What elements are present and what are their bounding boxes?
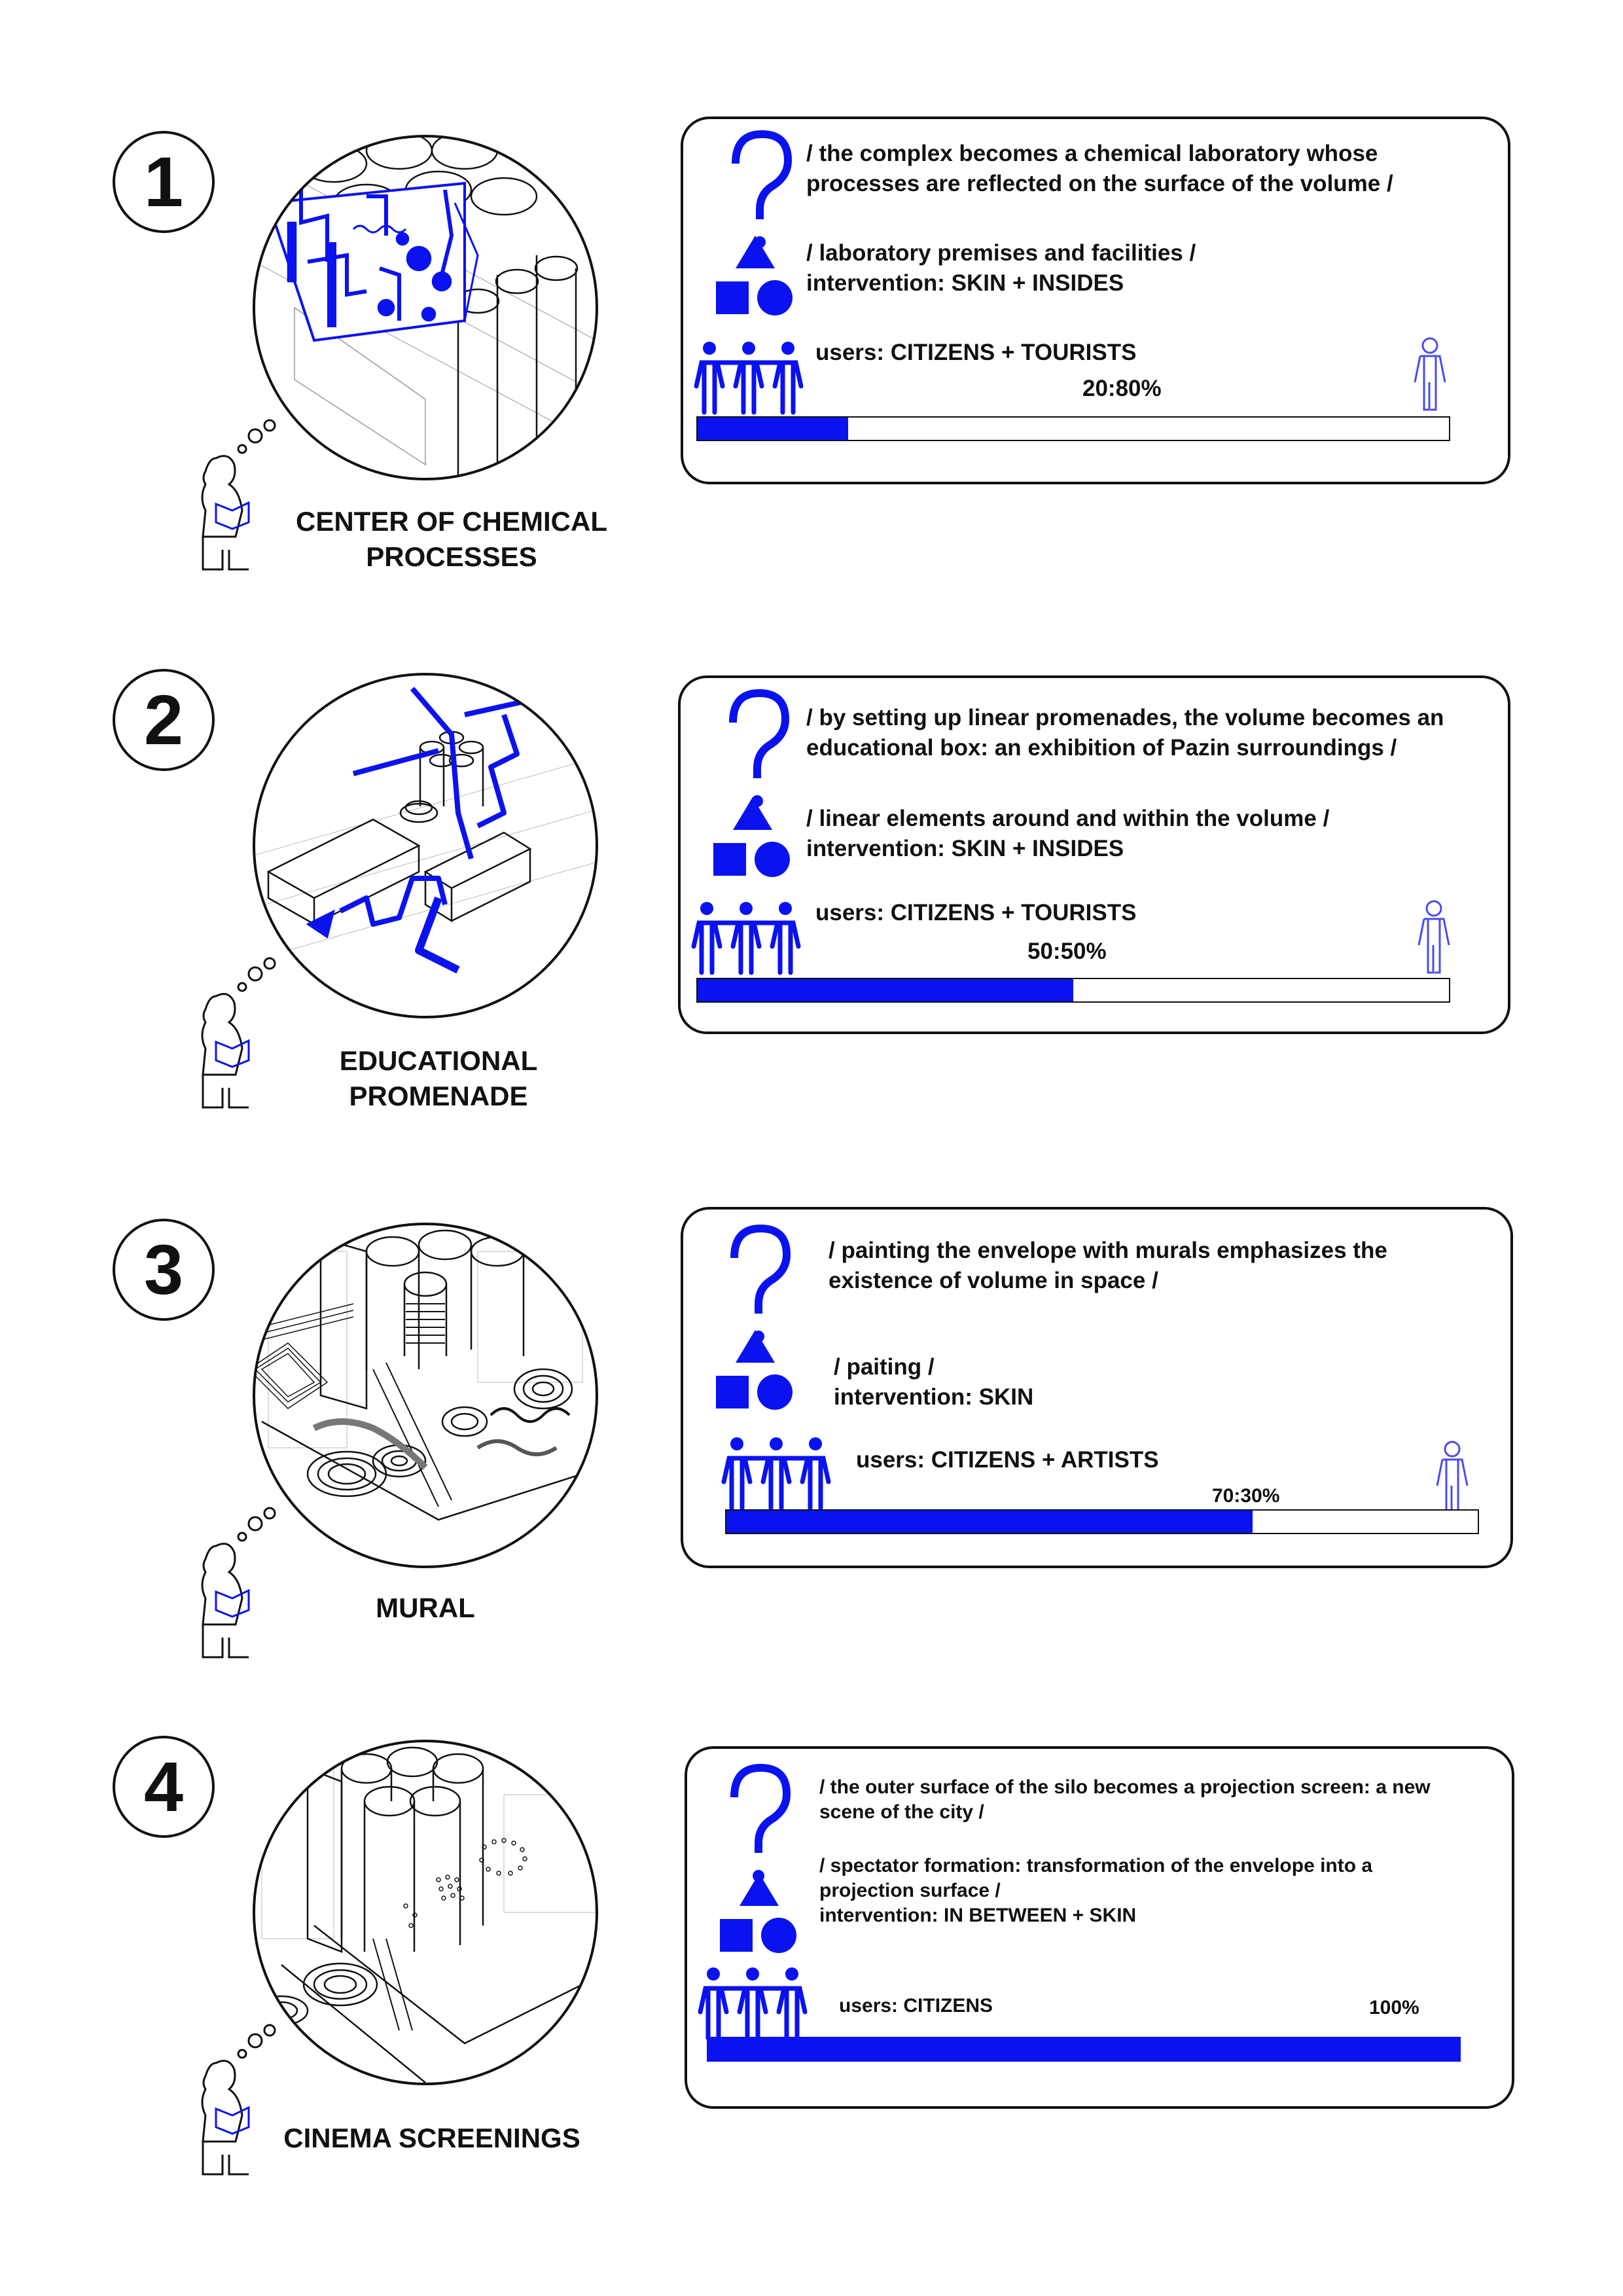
- users-text: users: CITIZENS: [839, 1995, 993, 2017]
- single-person-icon: [1429, 1440, 1475, 1518]
- ratio-progress-bar: [707, 2037, 1461, 2062]
- section-number: 2: [113, 669, 215, 771]
- ratio-progress-bar: [696, 978, 1450, 1003]
- mural-illustration: [242, 1212, 609, 1579]
- concept-text: / the complex becomes a chemical laboratory whose processes are reflected on the surface of the volume /: [806, 141, 1393, 196]
- question-mark-icon: [721, 1758, 793, 1889]
- thought-bubble-icon: [264, 958, 275, 969]
- shapes-icon: [709, 236, 801, 321]
- section-title: EDUCATIONAL PROMENADE: [339, 1045, 538, 1111]
- program-text: / paiting / intervention: SKIN: [834, 1354, 1034, 1410]
- ratio-label: 20:80%: [1082, 376, 1162, 401]
- shapes-icon: [707, 797, 798, 882]
- users-group-icon: [717, 1436, 835, 1515]
- users-group-icon: [690, 340, 808, 419]
- info-card: [678, 675, 1510, 1034]
- cinema-screenings-illustration: [242, 1729, 609, 2096]
- program-text: / linear elements around and within the volume / intervention: SKIN + INSIDES: [806, 806, 1330, 861]
- section-number: 3: [113, 1219, 215, 1321]
- reader-figure-icon: [190, 1507, 288, 1664]
- shapes-icon: [709, 1330, 801, 1415]
- ratio-progress-bar: [696, 416, 1450, 441]
- users-group-icon: [687, 901, 805, 979]
- section-number: 1: [113, 131, 215, 233]
- users-text: users: CITIZENS + TOURISTS: [815, 900, 1137, 925]
- shapes-icon: [713, 1873, 805, 1958]
- section-number: 4: [113, 1736, 215, 1838]
- educational-promenade-illustration: [242, 662, 609, 1029]
- ratio-label: 100%: [1369, 1997, 1419, 2018]
- section-title: CINEMA SCREENINGS: [283, 2123, 580, 2153]
- thought-bubble-icon: [264, 420, 275, 431]
- users-text: users: CITIZENS + ARTISTS: [856, 1447, 1159, 1473]
- chemical-laboratory-illustration: [242, 124, 609, 491]
- ratio-progress-fill: [698, 418, 848, 440]
- info-card: [685, 1746, 1514, 2109]
- users-group-icon: [694, 1966, 812, 2045]
- info-card: [681, 117, 1510, 484]
- question-mark-icon: [720, 683, 792, 814]
- single-person-icon: [1407, 336, 1453, 415]
- section-title: MURAL: [376, 1592, 475, 1623]
- concept-text: / painting the envelope with murals emphasizes the existence of volume in space /: [829, 1238, 1387, 1293]
- ratio-label: 70:30%: [1212, 1485, 1280, 1507]
- concept-text: / the outer surface of the silo becomes a projection screen: a new scene of the city /: [819, 1776, 1431, 1823]
- single-person-icon: [1411, 899, 1457, 978]
- ratio-label: 50:50%: [1027, 939, 1107, 964]
- thought-bubble-icon: [264, 2025, 275, 2036]
- program-text: / laboratory premises and facilities / intervention: SKIN + INSIDES: [806, 240, 1196, 296]
- ratio-progress-bar: [725, 1509, 1479, 1534]
- ratio-progress-fill: [698, 979, 1073, 1001]
- concept-text: / by setting up linear promenades, the volume becomes an educational box: an exhibition of Pazin surroundings /: [806, 705, 1444, 761]
- thought-bubble-icon: [264, 1508, 275, 1518]
- users-text: users: CITIZENS + TOURISTS: [815, 340, 1137, 365]
- ratio-progress-fill: [726, 1511, 1253, 1533]
- info-card: [681, 1207, 1513, 1568]
- section-title: CENTER OF CHEMICAL PROCESSES: [296, 506, 607, 572]
- program-text: / spectator formation: transformation of the envelope into a projection surface / intervention: IN BETWEEN + SKIN: [819, 1855, 1373, 1926]
- reader-figure-icon: [190, 2024, 288, 2181]
- ratio-progress-fill: [708, 2038, 1459, 2060]
